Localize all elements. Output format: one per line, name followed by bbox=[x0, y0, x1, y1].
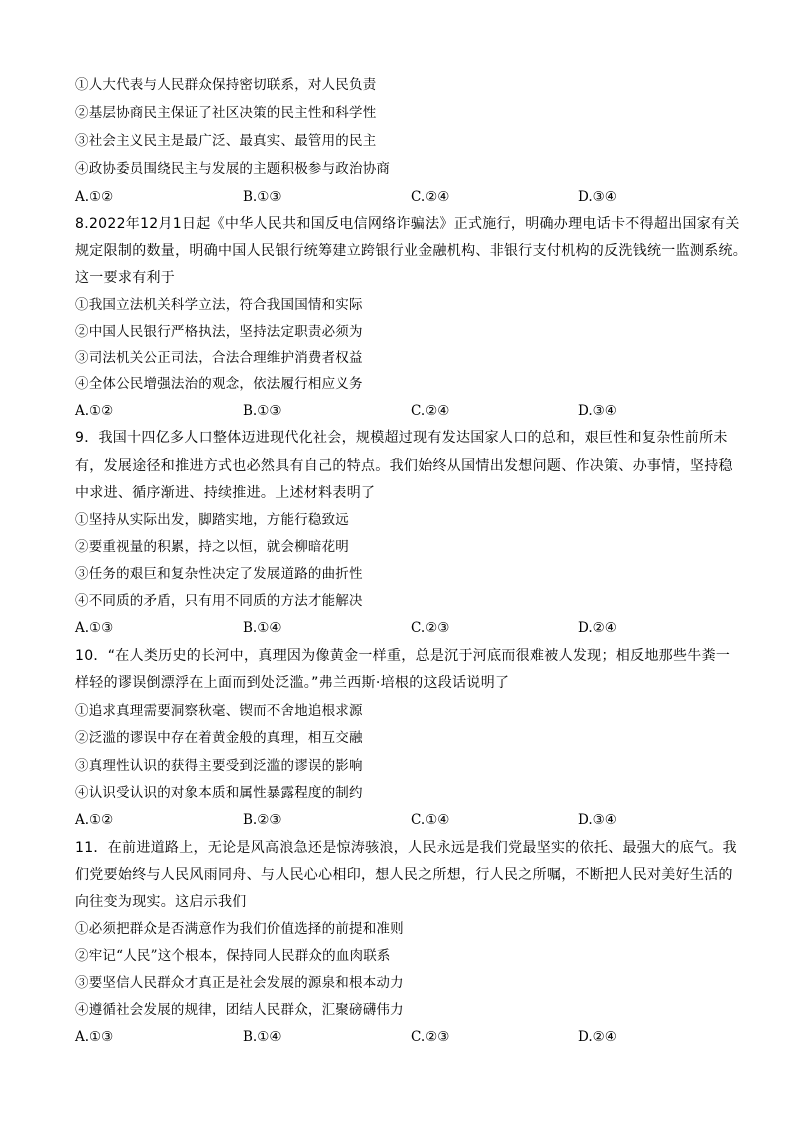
q7-item-4: ④政协委员围绕民主与发展的主题积极参与政治协商 bbox=[75, 161, 391, 177]
q9-options bbox=[75, 618, 715, 638]
q7-option-c[interactable]: C.②④ bbox=[411, 189, 450, 205]
q11-item-4: ④遵循社会发展的规律，团结人民群众，汇聚磅礴伟力 bbox=[75, 1002, 404, 1018]
q8-option-c[interactable]: C.②④ bbox=[411, 403, 450, 419]
q8-stem-line-2: 规定限制的数量，明确中国人民银行统筹建立跨银行业金融机构、非银行支付机构的反洗钱统一监测系统。 bbox=[75, 243, 748, 259]
q11-item-2: ②牢记“人民”这个根本，保持同人民群众的血肉联系 bbox=[75, 948, 391, 964]
q11-stem-line-3: 向往变为现实。这启示我们 bbox=[75, 894, 247, 910]
q11-options bbox=[75, 1027, 715, 1047]
q8-stem-line-3: 这一要求有利于 bbox=[75, 270, 176, 286]
q7-option-a[interactable]: A.①② bbox=[75, 189, 114, 205]
q10-option-c[interactable]: C.①④ bbox=[411, 812, 450, 828]
q11-stem-line-1: 11．在前进道路上，无论是风高浪急还是惊涛骇浪，人民永远是我们党最坚实的依托、最强大的底气。我 bbox=[75, 840, 737, 856]
q9-item-2: ②要重视量的积累，持之以恒，就会柳暗花明 bbox=[75, 539, 349, 555]
q10-item-1: ①追求真理需要洞察秋毫、锲而不舍地追根求源 bbox=[75, 703, 363, 719]
q11-option-a[interactable]: A.①③ bbox=[75, 1029, 114, 1045]
q11-stem-line-2: 们党要始终与人民风雨同舟、与人民心心相印，想人民之所想，行人民之所嘱，不断把人民对美好生活的 bbox=[75, 867, 733, 883]
q8-option-d[interactable]: D.③④ bbox=[578, 403, 617, 419]
q8-stem-line-1: 8.2022年12月1日起《中华人民共和国反电信网络诈骗法》正式施行，明确办理电话卡不得超出国家有关 bbox=[75, 216, 740, 232]
q9-option-d[interactable]: D.②④ bbox=[578, 620, 617, 636]
q9-stem-line-2: 有，发展途径和推进方式也必然具有自己的特点。我们始终从国情出发想问题、作决策、办事情，坚持稳 bbox=[75, 458, 733, 474]
q10-option-d[interactable]: D.③④ bbox=[578, 812, 617, 828]
q9-item-3: ③任务的艰巨和复杂性决定了发展道路的曲折性 bbox=[75, 566, 363, 582]
q8-item-4: ④全体公民增强法治的观念，依法履行相应义务 bbox=[75, 376, 363, 392]
q9-item-4: ④不同质的矛盾，只有用不同质的方法才能解决 bbox=[75, 593, 363, 609]
q11-option-b[interactable]: B.①④ bbox=[243, 1029, 282, 1045]
q11-option-d[interactable]: D.②④ bbox=[578, 1029, 617, 1045]
q10-item-3: ③真理性认识的获得主要受到泛滥的谬误的影响 bbox=[75, 758, 363, 774]
q7-item-1: ①人大代表与人民群众保持密切联系，对人民负责 bbox=[75, 77, 377, 93]
q10-item-2: ②泛滥的谬误中存在着黄金般的真理，相互交融 bbox=[75, 730, 363, 746]
q10-stem-line-2: 样轻的谬误倒漂浮在上面而到处泛滥。”弗兰西斯·培根的这段话说明了 bbox=[75, 675, 510, 691]
q7-options bbox=[75, 187, 715, 207]
q9-option-c[interactable]: C.②③ bbox=[411, 620, 450, 636]
q8-option-b[interactable]: B.①③ bbox=[243, 403, 282, 419]
q7-item-2: ②基层协商民主保证了社区决策的民主性和科学性 bbox=[75, 105, 377, 121]
q9-stem-line-1: 9．我国十四亿多人口整体迈进现代化社会，规模超过现有发达国家人口的总和，艰巨性和复杂性前所未 bbox=[75, 430, 728, 446]
q7-option-b[interactable]: B.①③ bbox=[243, 189, 282, 205]
q8-option-a[interactable]: A.①② bbox=[75, 403, 114, 419]
q7-option-d[interactable]: D.③④ bbox=[578, 189, 617, 205]
q9-stem-line-3: 中求进、循序渐进、持续推进。上述材料表明了 bbox=[75, 485, 376, 501]
q11-option-c[interactable]: C.②③ bbox=[411, 1029, 450, 1045]
q9-item-1: ①坚持从实际出发，脚踏实地，方能行稳致远 bbox=[75, 512, 349, 528]
q10-stem-line-1: 10．“在人类历史的长河中，真理因为像黄金一样重，总是沉于河底而很难被人发现；相反地那些牛粪一 bbox=[75, 648, 731, 664]
q10-options bbox=[75, 810, 715, 830]
q10-option-a[interactable]: A.①② bbox=[75, 812, 114, 828]
q8-item-1: ①我国立法机关科学立法，符合我国国情和实际 bbox=[75, 297, 363, 313]
q11-item-3: ③要坚信人民群众才真正是社会发展的源泉和根本动力 bbox=[75, 975, 404, 991]
q7-item-3: ③社会主义民主是最广泛、最真实、最管用的民主 bbox=[75, 133, 377, 149]
q8-item-2: ②中国人民银行严格执法，坚持法定职责必须为 bbox=[75, 324, 363, 340]
q10-option-b[interactable]: B.②③ bbox=[243, 812, 282, 828]
q8-options bbox=[75, 401, 715, 421]
q8-item-3: ③司法机关公正司法，合法合理维护消费者权益 bbox=[75, 350, 363, 366]
q9-option-a[interactable]: A.①③ bbox=[75, 620, 114, 636]
q10-item-4: ④认识受认识的对象本质和属性暴露程度的制约 bbox=[75, 785, 363, 801]
q11-item-1: ①必须把群众是否满意作为我们价值选择的前提和准则 bbox=[75, 921, 404, 937]
q9-option-b[interactable]: B.①④ bbox=[243, 620, 282, 636]
